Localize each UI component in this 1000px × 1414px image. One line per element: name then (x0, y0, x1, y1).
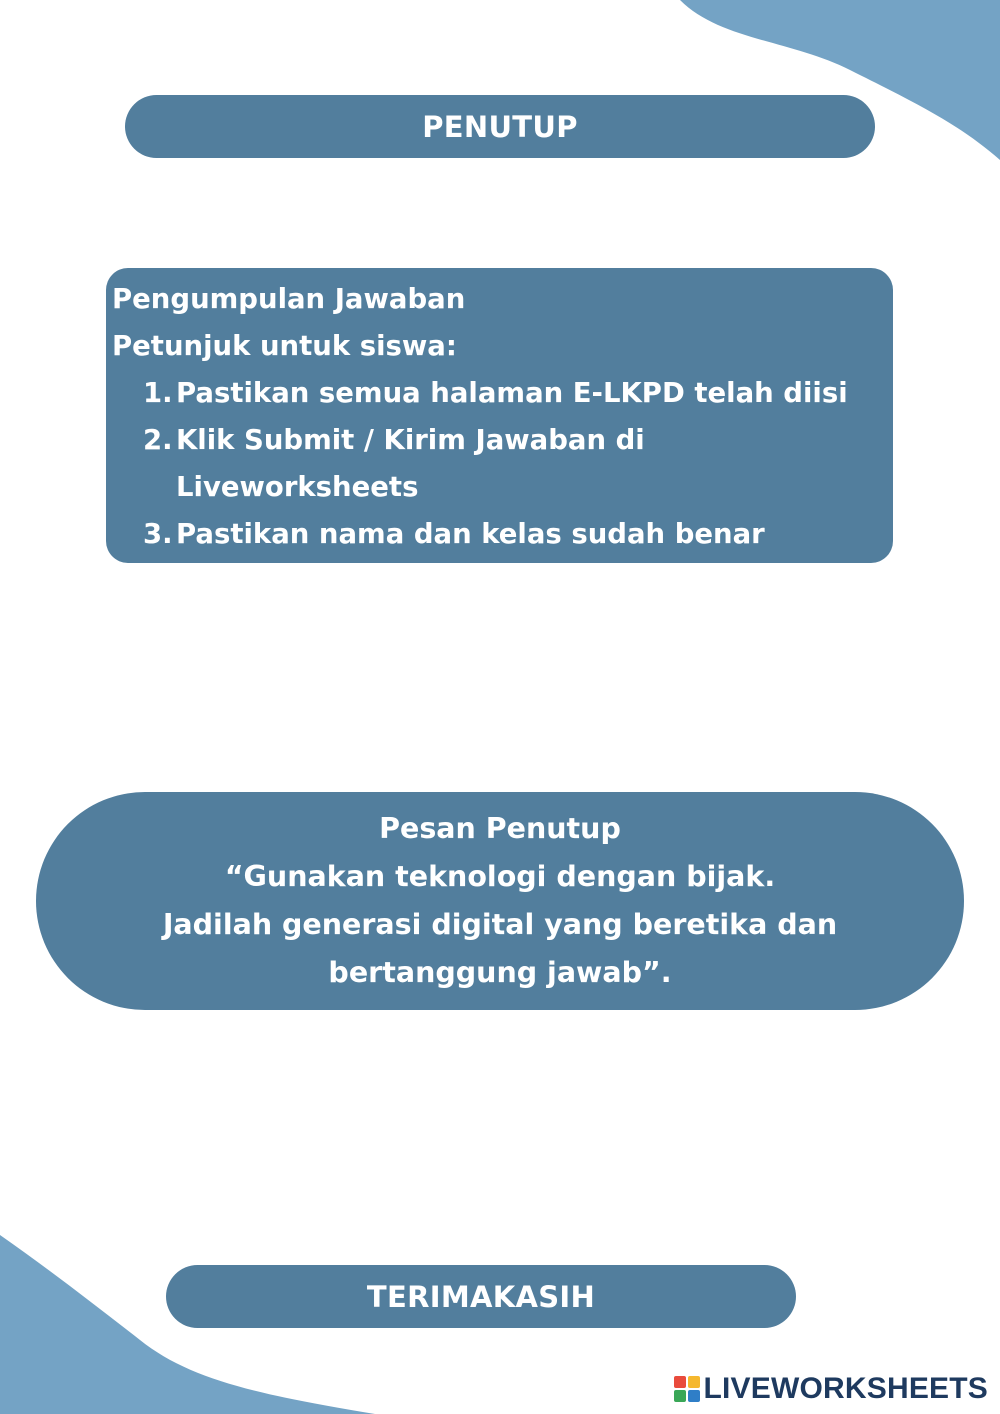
step-number: 1. (143, 377, 173, 409)
closing-message-line: “Gunakan teknologi dengan bijak. (224, 860, 776, 893)
liveworksheets-logo-icon (674, 1376, 700, 1402)
step-number: 2. (143, 424, 173, 456)
step-text: Klik Submit / Kirim Jawaban di Liveworksheets (176, 424, 645, 503)
list-item (143, 370, 893, 417)
list-item (143, 417, 893, 511)
collection-heading: Pengumpulan Jawaban (112, 283, 466, 315)
closing-message-card (36, 792, 964, 1010)
step-number: 3. (143, 518, 173, 550)
collection-subheading: Petunjuk untuk siswa: (112, 330, 457, 362)
thanks-text: TERIMAKASIH (366, 1279, 596, 1314)
liveworksheets-brand[interactable] (674, 1372, 989, 1406)
closing-message-line: bertanggung jawab”. (328, 956, 672, 989)
steps-list (112, 370, 893, 558)
page-title-text: PENUTUP (422, 109, 578, 144)
collection-card (106, 268, 893, 563)
brand-name: LIVEWORKSHEETS (703, 1372, 988, 1405)
list-item (143, 511, 893, 558)
closing-message-heading: Pesan Penutup (379, 812, 621, 845)
step-text: Pastikan nama dan kelas sudah benar (176, 518, 765, 550)
page-title (125, 95, 875, 158)
closing-message-line: Jadilah generasi digital yang beretika dan (162, 908, 838, 941)
step-text: Pastikan semua halaman E-LKPD telah diisi (176, 377, 848, 409)
thanks-banner (166, 1265, 796, 1328)
